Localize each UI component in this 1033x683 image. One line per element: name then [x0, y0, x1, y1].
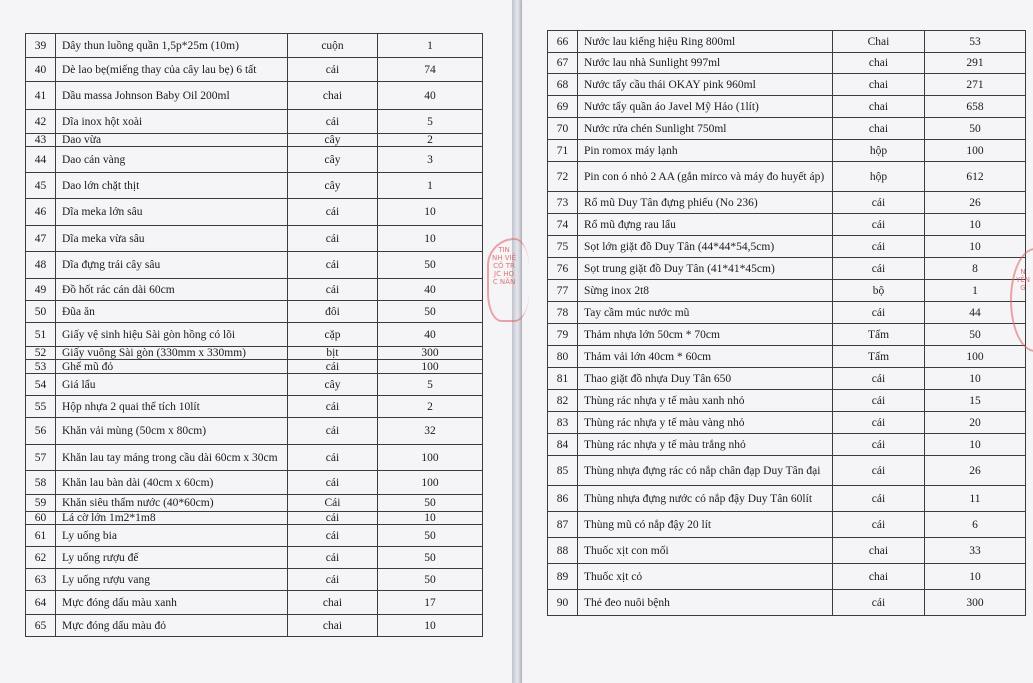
quantity-cell: 2 — [378, 396, 483, 418]
unit-cell: cây — [288, 374, 378, 396]
row-number-cell: 63 — [26, 569, 56, 591]
quantity-cell: 1 — [925, 280, 1026, 302]
table-row — [548, 192, 1026, 214]
row-number-cell: 90 — [548, 590, 578, 616]
quantity-cell: 11 — [925, 486, 1026, 512]
item-name-cell: Thùng nhựa đựng nước có nắp đậy Duy Tân 60lít — [578, 486, 833, 512]
item-name-cell: Ly uống rượu vang — [56, 569, 288, 591]
table-row — [548, 412, 1026, 434]
unit-cell: cái — [288, 396, 378, 418]
row-number-cell: 86 — [548, 486, 578, 512]
item-name-cell: Thẻ đeo nuôi bệnh — [578, 590, 833, 616]
item-name-cell: Khăn lau bàn dài (40cm x 60cm) — [56, 471, 288, 495]
unit-cell: cái — [833, 236, 925, 258]
quantity-cell: 50 — [925, 324, 1026, 346]
unit-cell: hộp — [833, 140, 925, 162]
item-name-cell: Dè lao bẹ(miếng thay của cây lau bẹ) 6 tất — [56, 58, 288, 82]
item-name-cell: Ghế mũ đỏ — [56, 360, 288, 374]
table-row — [26, 134, 483, 147]
quantity-cell: 10 — [378, 226, 483, 252]
table-row — [548, 53, 1026, 74]
table-row — [26, 418, 483, 445]
item-name-cell: Dao lớn chặt thịt — [56, 173, 288, 199]
quantity-cell: 300 — [925, 590, 1026, 616]
quantity-cell: 658 — [925, 96, 1026, 118]
item-name-cell: Thảm vải lớn 40cm * 60cm — [578, 346, 833, 368]
table-row — [548, 434, 1026, 456]
unit-cell: cái — [288, 445, 378, 471]
unit-cell: Cái — [288, 495, 378, 512]
unit-cell: cái — [833, 486, 925, 512]
row-number-cell: 71 — [548, 140, 578, 162]
table-row — [548, 140, 1026, 162]
row-number-cell: 58 — [26, 471, 56, 495]
item-name-cell: Sừng inox 2t8 — [578, 280, 833, 302]
quantity-cell: 100 — [378, 471, 483, 495]
quantity-cell: 40 — [378, 323, 483, 347]
table-row — [26, 323, 483, 347]
row-number-cell: 51 — [26, 323, 56, 347]
item-name-cell: Mực đóng dấu màu xanh — [56, 591, 288, 615]
unit-cell: bịt — [288, 347, 378, 360]
quantity-cell: 10 — [925, 564, 1026, 590]
quantity-cell: 100 — [378, 445, 483, 471]
row-number-cell: 39 — [26, 34, 56, 58]
item-name-cell: Pin con ó nhỏ 2 AA (gắn mirco và máy đo huyết áp) — [578, 162, 833, 192]
unit-cell: cái — [833, 390, 925, 412]
table-row — [548, 118, 1026, 140]
row-number-cell: 77 — [548, 280, 578, 302]
table-row — [26, 82, 483, 110]
unit-cell: cái — [833, 412, 925, 434]
table-row — [26, 525, 483, 547]
red-seal-left-text: TIN NH VIỆ CÔ TR JC HỌ C NĂN — [491, 246, 516, 286]
quantity-cell: 33 — [925, 538, 1026, 564]
unit-cell: chai — [833, 564, 925, 590]
table-row — [548, 324, 1026, 346]
row-number-cell: 52 — [26, 347, 56, 360]
table-row — [548, 280, 1026, 302]
row-number-cell: 61 — [26, 525, 56, 547]
item-name-cell: Ly uống bia — [56, 525, 288, 547]
item-name-cell: Giá lẩu — [56, 374, 288, 396]
quantity-cell: 1 — [378, 34, 483, 58]
unit-cell: cái — [833, 590, 925, 616]
quantity-cell: 40 — [378, 82, 483, 110]
quantity-cell: 26 — [925, 192, 1026, 214]
unit-cell: cuộn — [288, 34, 378, 58]
item-name-cell: Thùng mũ có nắp đậy 20 lít — [578, 512, 833, 538]
unit-cell: cây — [288, 134, 378, 147]
item-name-cell: Nước tẩy cầu thái OKAY pink 960ml — [578, 74, 833, 96]
left-page — [0, 0, 512, 683]
table-row — [548, 486, 1026, 512]
item-name-cell: Nước tẩy quần áo Javel Mỹ Hảo (1lít) — [578, 96, 833, 118]
row-number-cell: 56 — [26, 418, 56, 445]
row-number-cell: 49 — [26, 279, 56, 301]
table-row — [26, 374, 483, 396]
row-number-cell: 50 — [26, 301, 56, 323]
item-name-cell: Dây thun luồng quần 1,5p*25m (10m) — [56, 34, 288, 58]
red-seal-right-text: N YÊN G — [1016, 268, 1030, 292]
unit-cell: cái — [288, 418, 378, 445]
unit-cell: cái — [288, 252, 378, 279]
row-number-cell: 62 — [26, 547, 56, 569]
item-name-cell: Dĩa meka lớn sâu — [56, 199, 288, 226]
table-row — [26, 279, 483, 301]
item-name-cell: Giấy vuông Sài gòn (330mm x 330mm) — [56, 347, 288, 360]
table-row — [26, 347, 483, 360]
item-name-cell: Rổ mũ đựng rau lẩu — [578, 214, 833, 236]
quantity-cell: 40 — [378, 279, 483, 301]
row-number-cell: 82 — [548, 390, 578, 412]
table-row — [26, 301, 483, 323]
unit-cell: cái — [833, 456, 925, 486]
row-number-cell: 68 — [548, 74, 578, 96]
table-row — [26, 58, 483, 82]
row-number-cell: 55 — [26, 396, 56, 418]
row-number-cell: 65 — [26, 615, 56, 637]
row-number-cell: 45 — [26, 173, 56, 199]
unit-cell: hộp — [833, 162, 925, 192]
item-name-cell: Tay cầm múc nước mũ — [578, 302, 833, 324]
item-name-cell: Thùng rác nhựa y tế màu trắng nhỏ — [578, 434, 833, 456]
item-name-cell: Sọt lớn giặt đồ Duy Tân (44*44*54,5cm) — [578, 236, 833, 258]
row-number-cell: 72 — [548, 162, 578, 192]
unit-cell: cái — [833, 512, 925, 538]
unit-cell: cái — [288, 471, 378, 495]
quantity-cell: 5 — [378, 110, 483, 134]
page-gutter — [512, 0, 522, 683]
table-row — [26, 147, 483, 173]
unit-cell: đôi — [288, 301, 378, 323]
unit-cell: cái — [288, 58, 378, 82]
item-name-cell: Rổ mũ Duy Tân đựng phiếu (No 236) — [578, 192, 833, 214]
unit-cell: chai — [833, 538, 925, 564]
row-number-cell: 67 — [548, 53, 578, 74]
quantity-cell: 50 — [925, 118, 1026, 140]
left-supply-table — [25, 33, 483, 637]
row-number-cell: 47 — [26, 226, 56, 252]
item-name-cell: Pin romox máy lạnh — [578, 140, 833, 162]
item-name-cell: Thuốc xịt cỏ — [578, 564, 833, 590]
table-row — [26, 360, 483, 374]
row-number-cell: 84 — [548, 434, 578, 456]
item-name-cell: Dĩa đựng trái cây sâu — [56, 252, 288, 279]
quantity-cell: 5 — [378, 374, 483, 396]
unit-cell: cái — [288, 547, 378, 569]
quantity-cell: 44 — [925, 302, 1026, 324]
quantity-cell: 10 — [925, 434, 1026, 456]
quantity-cell: 271 — [925, 74, 1026, 96]
unit-cell: cái — [288, 110, 378, 134]
table-row — [548, 74, 1026, 96]
table-row — [548, 31, 1026, 53]
table-row — [548, 302, 1026, 324]
quantity-cell: 100 — [925, 140, 1026, 162]
item-name-cell: Nước lau kiếng hiệu Ring 800ml — [578, 31, 833, 53]
item-name-cell: Mực đóng dấu màu đỏ — [56, 615, 288, 637]
row-number-cell: 44 — [26, 147, 56, 173]
table-row — [548, 538, 1026, 564]
quantity-cell: 2 — [378, 134, 483, 147]
row-number-cell: 89 — [548, 564, 578, 590]
item-name-cell: Lá cờ lớn 1m2*1m8 — [56, 512, 288, 525]
quantity-cell: 53 — [925, 31, 1026, 53]
quantity-cell: 26 — [925, 456, 1026, 486]
table-row — [26, 547, 483, 569]
quantity-cell: 300 — [378, 347, 483, 360]
row-number-cell: 73 — [548, 192, 578, 214]
table-row — [548, 512, 1026, 538]
item-name-cell: Dĩa meka vừa sâu — [56, 226, 288, 252]
quantity-cell: 8 — [925, 258, 1026, 280]
row-number-cell: 53 — [26, 360, 56, 374]
row-number-cell: 88 — [548, 538, 578, 564]
table-row — [26, 226, 483, 252]
right-supply-table — [547, 30, 1026, 616]
table-row — [548, 390, 1026, 412]
row-number-cell: 69 — [548, 96, 578, 118]
item-name-cell: Giấy vệ sinh hiệu Sài gòn hồng có lõi — [56, 323, 288, 347]
quantity-cell: 10 — [378, 512, 483, 525]
unit-cell: cái — [833, 368, 925, 390]
unit-cell: cái — [288, 569, 378, 591]
row-number-cell: 57 — [26, 445, 56, 471]
row-number-cell: 42 — [26, 110, 56, 134]
quantity-cell: 10 — [925, 236, 1026, 258]
row-number-cell: 40 — [26, 58, 56, 82]
quantity-cell: 17 — [378, 591, 483, 615]
table-row — [548, 96, 1026, 118]
quantity-cell: 50 — [378, 301, 483, 323]
item-name-cell: Nước rửa chén Sunlight 750ml — [578, 118, 833, 140]
table-row — [26, 615, 483, 637]
item-name-cell: Thùng rác nhựa y tế màu vàng nhỏ — [578, 412, 833, 434]
item-name-cell: Ly uống rượu đế — [56, 547, 288, 569]
table-row — [548, 456, 1026, 486]
table-row — [26, 396, 483, 418]
row-number-cell: 43 — [26, 134, 56, 147]
table-row — [548, 564, 1026, 590]
unit-cell: cái — [288, 279, 378, 301]
item-name-cell: Thao giặt đồ nhựa Duy Tân 650 — [578, 368, 833, 390]
row-number-cell: 60 — [26, 512, 56, 525]
unit-cell: Chai — [833, 31, 925, 53]
item-name-cell: Đũa ăn — [56, 301, 288, 323]
item-name-cell: Nước lau nhà Sunlight 997ml — [578, 53, 833, 74]
unit-cell: cái — [833, 214, 925, 236]
table-row — [26, 252, 483, 279]
table-row — [26, 512, 483, 525]
item-name-cell: Dầu massa Johnson Baby Oil 200ml — [56, 82, 288, 110]
quantity-cell: 20 — [925, 412, 1026, 434]
unit-cell: cái — [833, 434, 925, 456]
row-number-cell: 85 — [548, 456, 578, 486]
unit-cell: cái — [288, 199, 378, 226]
quantity-cell: 50 — [378, 495, 483, 512]
unit-cell: cái — [288, 512, 378, 525]
quantity-cell: 50 — [378, 547, 483, 569]
unit-cell: chai — [833, 118, 925, 140]
right-page — [522, 0, 1033, 683]
row-number-cell: 83 — [548, 412, 578, 434]
item-name-cell: Dĩa inox hột xoài — [56, 110, 288, 134]
row-number-cell: 80 — [548, 346, 578, 368]
row-number-cell: 41 — [26, 82, 56, 110]
table-row — [26, 495, 483, 512]
unit-cell: cái — [288, 226, 378, 252]
unit-cell: chai — [288, 82, 378, 110]
quantity-cell: 3 — [378, 147, 483, 173]
unit-cell: cặp — [288, 323, 378, 347]
row-number-cell: 87 — [548, 512, 578, 538]
item-name-cell: Hộp nhựa 2 quai thể tích 10lít — [56, 396, 288, 418]
table-row — [26, 34, 483, 58]
item-name-cell: Khăn siêu thấm nước (40*60cm) — [56, 495, 288, 512]
row-number-cell: 54 — [26, 374, 56, 396]
quantity-cell: 50 — [378, 569, 483, 591]
quantity-cell: 6 — [925, 512, 1026, 538]
quantity-cell: 50 — [378, 252, 483, 279]
quantity-cell: 10 — [378, 199, 483, 226]
unit-cell: chai — [833, 96, 925, 118]
unit-cell: cái — [833, 258, 925, 280]
item-name-cell: Thảm nhựa lớn 50cm * 70cm — [578, 324, 833, 346]
unit-cell: cái — [288, 360, 378, 374]
table-row — [548, 590, 1026, 616]
unit-cell: cái — [288, 525, 378, 547]
unit-cell: cây — [288, 147, 378, 173]
unit-cell: cây — [288, 173, 378, 199]
row-number-cell: 78 — [548, 302, 578, 324]
item-name-cell: Thùng nhựa đựng rác có nắp chân đạp Duy Tân đại — [578, 456, 833, 486]
quantity-cell: 15 — [925, 390, 1026, 412]
item-name-cell: Dao vừa — [56, 134, 288, 147]
row-number-cell: 64 — [26, 591, 56, 615]
table-row — [26, 445, 483, 471]
unit-cell: Tấm — [833, 346, 925, 368]
table-row — [26, 173, 483, 199]
row-number-cell: 74 — [548, 214, 578, 236]
unit-cell: cái — [833, 302, 925, 324]
quantity-cell: 74 — [378, 58, 483, 82]
item-name-cell: Thuốc xịt con mối — [578, 538, 833, 564]
row-number-cell: 70 — [548, 118, 578, 140]
table-row — [26, 110, 483, 134]
quantity-cell: 1 — [378, 173, 483, 199]
row-number-cell: 48 — [26, 252, 56, 279]
unit-cell: bộ — [833, 280, 925, 302]
quantity-cell: 10 — [378, 615, 483, 637]
item-name-cell: Sọt trung giặt đồ Duy Tân (41*41*45cm) — [578, 258, 833, 280]
table-row — [26, 569, 483, 591]
unit-cell: chai — [833, 53, 925, 74]
unit-cell: chai — [833, 74, 925, 96]
unit-cell: Tấm — [833, 324, 925, 346]
quantity-cell: 50 — [378, 525, 483, 547]
table-row — [26, 471, 483, 495]
item-name-cell: Dao cán vàng — [56, 147, 288, 173]
table-row — [548, 236, 1026, 258]
item-name-cell: Đồ hốt rác cán dài 60cm — [56, 279, 288, 301]
unit-cell: chai — [288, 615, 378, 637]
row-number-cell: 75 — [548, 236, 578, 258]
quantity-cell: 32 — [378, 418, 483, 445]
row-number-cell: 66 — [548, 31, 578, 53]
row-number-cell: 46 — [26, 199, 56, 226]
unit-cell: cái — [833, 192, 925, 214]
item-name-cell: Thùng rác nhựa y tế màu xanh nhỏ — [578, 390, 833, 412]
row-number-cell: 59 — [26, 495, 56, 512]
table-row — [548, 214, 1026, 236]
row-number-cell: 81 — [548, 368, 578, 390]
table-row — [548, 368, 1026, 390]
row-number-cell: 76 — [548, 258, 578, 280]
quantity-cell: 100 — [378, 360, 483, 374]
quantity-cell: 10 — [925, 214, 1026, 236]
quantity-cell: 10 — [925, 368, 1026, 390]
table-row — [548, 346, 1026, 368]
table-row — [548, 162, 1026, 192]
quantity-cell: 291 — [925, 53, 1026, 74]
unit-cell: chai — [288, 591, 378, 615]
table-row — [26, 591, 483, 615]
table-row — [26, 199, 483, 226]
quantity-cell: 100 — [925, 346, 1026, 368]
row-number-cell: 79 — [548, 324, 578, 346]
quantity-cell: 612 — [925, 162, 1026, 192]
item-name-cell: Khăn vải mùng (50cm x 80cm) — [56, 418, 288, 445]
item-name-cell: Khăn lau tay máng trong cầu dài 60cm x 30cm — [56, 445, 288, 471]
table-row — [548, 258, 1026, 280]
